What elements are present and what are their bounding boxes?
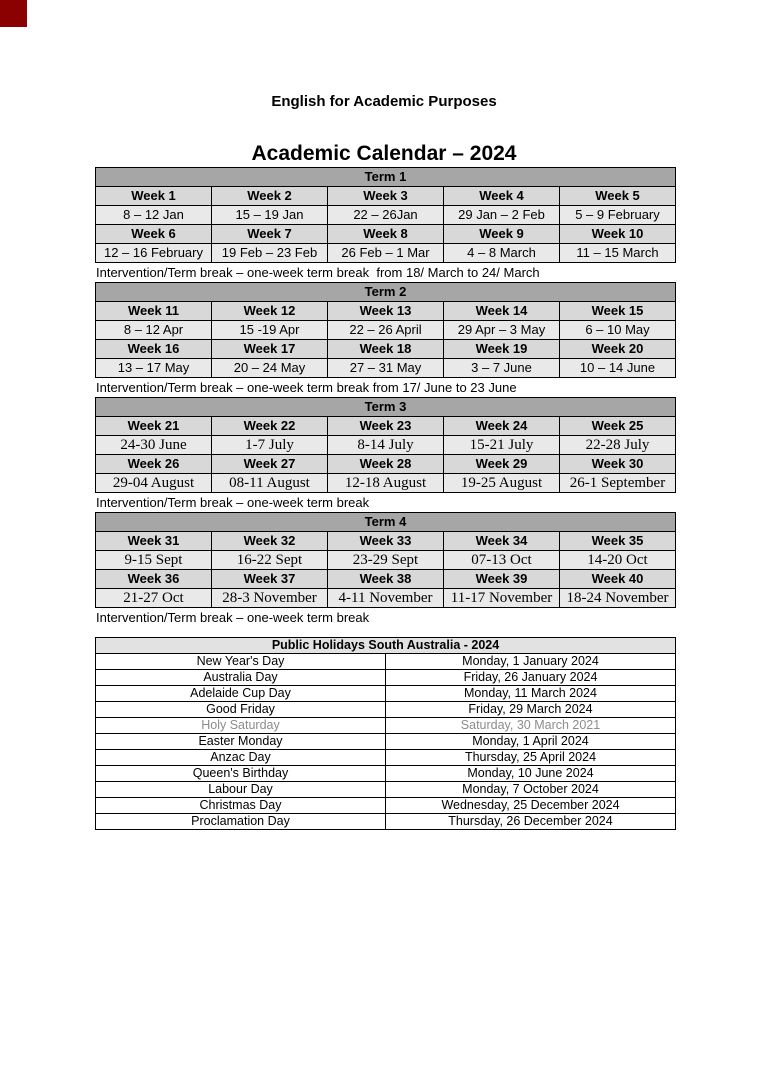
week-label: Week 26 xyxy=(96,455,212,474)
term-table-2 xyxy=(95,282,676,378)
holiday-row xyxy=(96,766,676,782)
week-dates: 9-15 Sept xyxy=(96,551,212,570)
week-dates: 10 – 14 June xyxy=(560,359,676,378)
week-label: Week 30 xyxy=(560,455,676,474)
term-block-3 xyxy=(95,397,676,510)
holiday-row xyxy=(96,718,676,734)
holidays-header-row xyxy=(96,638,676,654)
week-label: Week 34 xyxy=(444,532,560,551)
week-dates: 15-21 July xyxy=(444,436,560,455)
week-dates: 18-24 November xyxy=(560,589,676,608)
week-label: Week 8 xyxy=(328,225,444,244)
term-title: Term 3 xyxy=(96,398,676,417)
holiday-name: Queen's Birthday xyxy=(96,766,386,782)
term-break-note: Intervention/Term break – one-week term break xyxy=(96,610,370,625)
term-block-2 xyxy=(95,282,676,395)
public-holidays-table xyxy=(95,637,676,830)
holiday-row xyxy=(96,782,676,798)
term-header-row xyxy=(96,398,676,417)
holiday-name: Easter Monday xyxy=(96,734,386,750)
term-table-4 xyxy=(95,512,676,608)
week-label: Week 7 xyxy=(212,225,328,244)
holiday-date: Thursday, 26 December 2024 xyxy=(386,814,676,830)
week-dates: 29-04 August xyxy=(96,474,212,493)
term-break-note: Intervention/Term break – one-week term break xyxy=(96,495,370,510)
week-dates-row xyxy=(96,206,676,225)
week-label: Week 22 xyxy=(212,417,328,436)
week-label: Week 6 xyxy=(96,225,212,244)
week-dates: 3 – 7 June xyxy=(444,359,560,378)
week-dates: 8-14 July xyxy=(328,436,444,455)
holiday-date: Monday, 1 April 2024 xyxy=(386,734,676,750)
week-label: Week 33 xyxy=(328,532,444,551)
holiday-name: Good Friday xyxy=(96,702,386,718)
term-table-3 xyxy=(95,397,676,493)
week-label: Week 36 xyxy=(96,570,212,589)
week-label: Week 13 xyxy=(328,302,444,321)
holiday-date: Wednesday, 25 December 2024 xyxy=(386,798,676,814)
term-block-1 xyxy=(95,167,676,280)
week-label: Week 10 xyxy=(560,225,676,244)
week-header-row xyxy=(96,187,676,206)
week-label: Week 40 xyxy=(560,570,676,589)
week-dates: 6 – 10 May xyxy=(560,321,676,340)
week-dates: 11 – 15 March xyxy=(560,244,676,263)
week-dates: 22 – 26 April xyxy=(328,321,444,340)
week-header-row xyxy=(96,417,676,436)
term-title: Term 1 xyxy=(96,168,676,187)
week-dates: 12 – 16 February xyxy=(96,244,212,263)
week-dates: 11-17 November xyxy=(444,589,560,608)
week-dates: 24-30 June xyxy=(96,436,212,455)
holiday-row xyxy=(96,734,676,750)
week-dates: 13 – 17 May xyxy=(96,359,212,378)
term-header-row xyxy=(96,513,676,532)
week-dates: 4 – 8 March xyxy=(444,244,560,263)
week-dates: 26 Feb – 1 Mar xyxy=(328,244,444,263)
term-title: Term 2 xyxy=(96,283,676,302)
holiday-row xyxy=(96,814,676,830)
term-break-note: Intervention/Term break – one-week term break from 18/ March to 24/ March xyxy=(96,265,540,280)
week-dates-row xyxy=(96,244,676,263)
week-dates: 19-25 August xyxy=(444,474,560,493)
week-label: Week 4 xyxy=(444,187,560,206)
week-label: Week 2 xyxy=(212,187,328,206)
week-dates: 14-20 Oct xyxy=(560,551,676,570)
holiday-date: Friday, 29 March 2024 xyxy=(386,702,676,718)
week-dates: 28-3 November xyxy=(212,589,328,608)
holiday-date: Friday, 26 January 2024 xyxy=(386,670,676,686)
week-header-row xyxy=(96,532,676,551)
week-label: Week 3 xyxy=(328,187,444,206)
holiday-name: New Year's Day xyxy=(96,654,386,670)
week-label: Week 5 xyxy=(560,187,676,206)
week-label: Week 9 xyxy=(444,225,560,244)
week-dates: 22 – 26Jan xyxy=(328,206,444,225)
week-label: Week 14 xyxy=(444,302,560,321)
week-dates: 4-11 November xyxy=(328,589,444,608)
week-dates-row xyxy=(96,551,676,570)
week-header-row xyxy=(96,570,676,589)
week-dates: 23-29 Sept xyxy=(328,551,444,570)
red-corner-marker xyxy=(0,0,27,27)
holiday-name: Australia Day xyxy=(96,670,386,686)
week-label: Week 12 xyxy=(212,302,328,321)
holiday-row xyxy=(96,798,676,814)
week-dates: 8 – 12 Jan xyxy=(96,206,212,225)
week-label: Week 15 xyxy=(560,302,676,321)
calendar-content xyxy=(95,167,676,830)
week-dates-row xyxy=(96,474,676,493)
week-label: Week 25 xyxy=(560,417,676,436)
week-label: Week 35 xyxy=(560,532,676,551)
week-label: Week 17 xyxy=(212,340,328,359)
week-dates-row xyxy=(96,436,676,455)
holiday-row xyxy=(96,670,676,686)
terms-container xyxy=(95,167,676,625)
week-header-row xyxy=(96,340,676,359)
holiday-row xyxy=(96,686,676,702)
term-break-note: Intervention/Term break – one-week term break from 17/ June to 23 June xyxy=(96,380,517,395)
holiday-date: Thursday, 25 April 2024 xyxy=(386,750,676,766)
week-header-row xyxy=(96,225,676,244)
holiday-name: Labour Day xyxy=(96,782,386,798)
week-dates: 26-1 September xyxy=(560,474,676,493)
holiday-name: Adelaide Cup Day xyxy=(96,686,386,702)
holiday-date: Saturday, 30 March 2021 xyxy=(386,718,676,734)
holiday-name: Anzac Day xyxy=(96,750,386,766)
week-label: Week 32 xyxy=(212,532,328,551)
week-dates-row xyxy=(96,589,676,608)
week-label: Week 31 xyxy=(96,532,212,551)
week-label: Week 29 xyxy=(444,455,560,474)
week-label: Week 18 xyxy=(328,340,444,359)
week-dates-row xyxy=(96,321,676,340)
holiday-date: Monday, 7 October 2024 xyxy=(386,782,676,798)
week-dates: 20 – 24 May xyxy=(212,359,328,378)
week-header-row xyxy=(96,455,676,474)
holiday-date: Monday, 1 January 2024 xyxy=(386,654,676,670)
week-dates: 1-7 July xyxy=(212,436,328,455)
week-dates: 08-11 August xyxy=(212,474,328,493)
term-title: Term 4 xyxy=(96,513,676,532)
week-dates: 15 – 19 Jan xyxy=(212,206,328,225)
holiday-name: Proclamation Day xyxy=(96,814,386,830)
week-label: Week 1 xyxy=(96,187,212,206)
holiday-row xyxy=(96,702,676,718)
holiday-row xyxy=(96,750,676,766)
week-dates: 27 – 31 May xyxy=(328,359,444,378)
week-label: Week 28 xyxy=(328,455,444,474)
week-label: Week 23 xyxy=(328,417,444,436)
holiday-name: Holy Saturday xyxy=(96,718,386,734)
week-label: Week 21 xyxy=(96,417,212,436)
week-dates: 29 Apr – 3 May xyxy=(444,321,560,340)
term-header-row xyxy=(96,168,676,187)
holiday-date: Monday, 10 June 2024 xyxy=(386,766,676,782)
week-dates: 15 -19 Apr xyxy=(212,321,328,340)
week-dates: 12-18 August xyxy=(328,474,444,493)
week-dates: 22-28 July xyxy=(560,436,676,455)
week-header-row xyxy=(96,302,676,321)
term-table-1 xyxy=(95,167,676,263)
week-label: Week 37 xyxy=(212,570,328,589)
week-label: Week 16 xyxy=(96,340,212,359)
week-dates: 5 – 9 February xyxy=(560,206,676,225)
term-block-4 xyxy=(95,512,676,625)
term-header-row xyxy=(96,283,676,302)
week-label: Week 27 xyxy=(212,455,328,474)
holidays-title: Public Holidays South Australia - 2024 xyxy=(96,638,676,654)
week-label: Week 11 xyxy=(96,302,212,321)
holiday-row xyxy=(96,654,676,670)
document-subtitle: English for Academic Purposes xyxy=(271,93,497,110)
week-dates: 19 Feb – 23 Feb xyxy=(212,244,328,263)
holidays-container xyxy=(95,637,676,830)
week-label: Week 38 xyxy=(328,570,444,589)
week-label: Week 24 xyxy=(444,417,560,436)
week-dates: 29 Jan – 2 Feb xyxy=(444,206,560,225)
week-dates: 8 – 12 Apr xyxy=(96,321,212,340)
week-label: Week 20 xyxy=(560,340,676,359)
week-dates: 16-22 Sept xyxy=(212,551,328,570)
week-label: Week 39 xyxy=(444,570,560,589)
holiday-name: Christmas Day xyxy=(96,798,386,814)
holiday-date: Monday, 11 March 2024 xyxy=(386,686,676,702)
week-label: Week 19 xyxy=(444,340,560,359)
week-dates: 07-13 Oct xyxy=(444,551,560,570)
week-dates-row xyxy=(96,359,676,378)
week-dates: 21-27 Oct xyxy=(96,589,212,608)
page-title: Academic Calendar – 2024 xyxy=(251,142,517,165)
